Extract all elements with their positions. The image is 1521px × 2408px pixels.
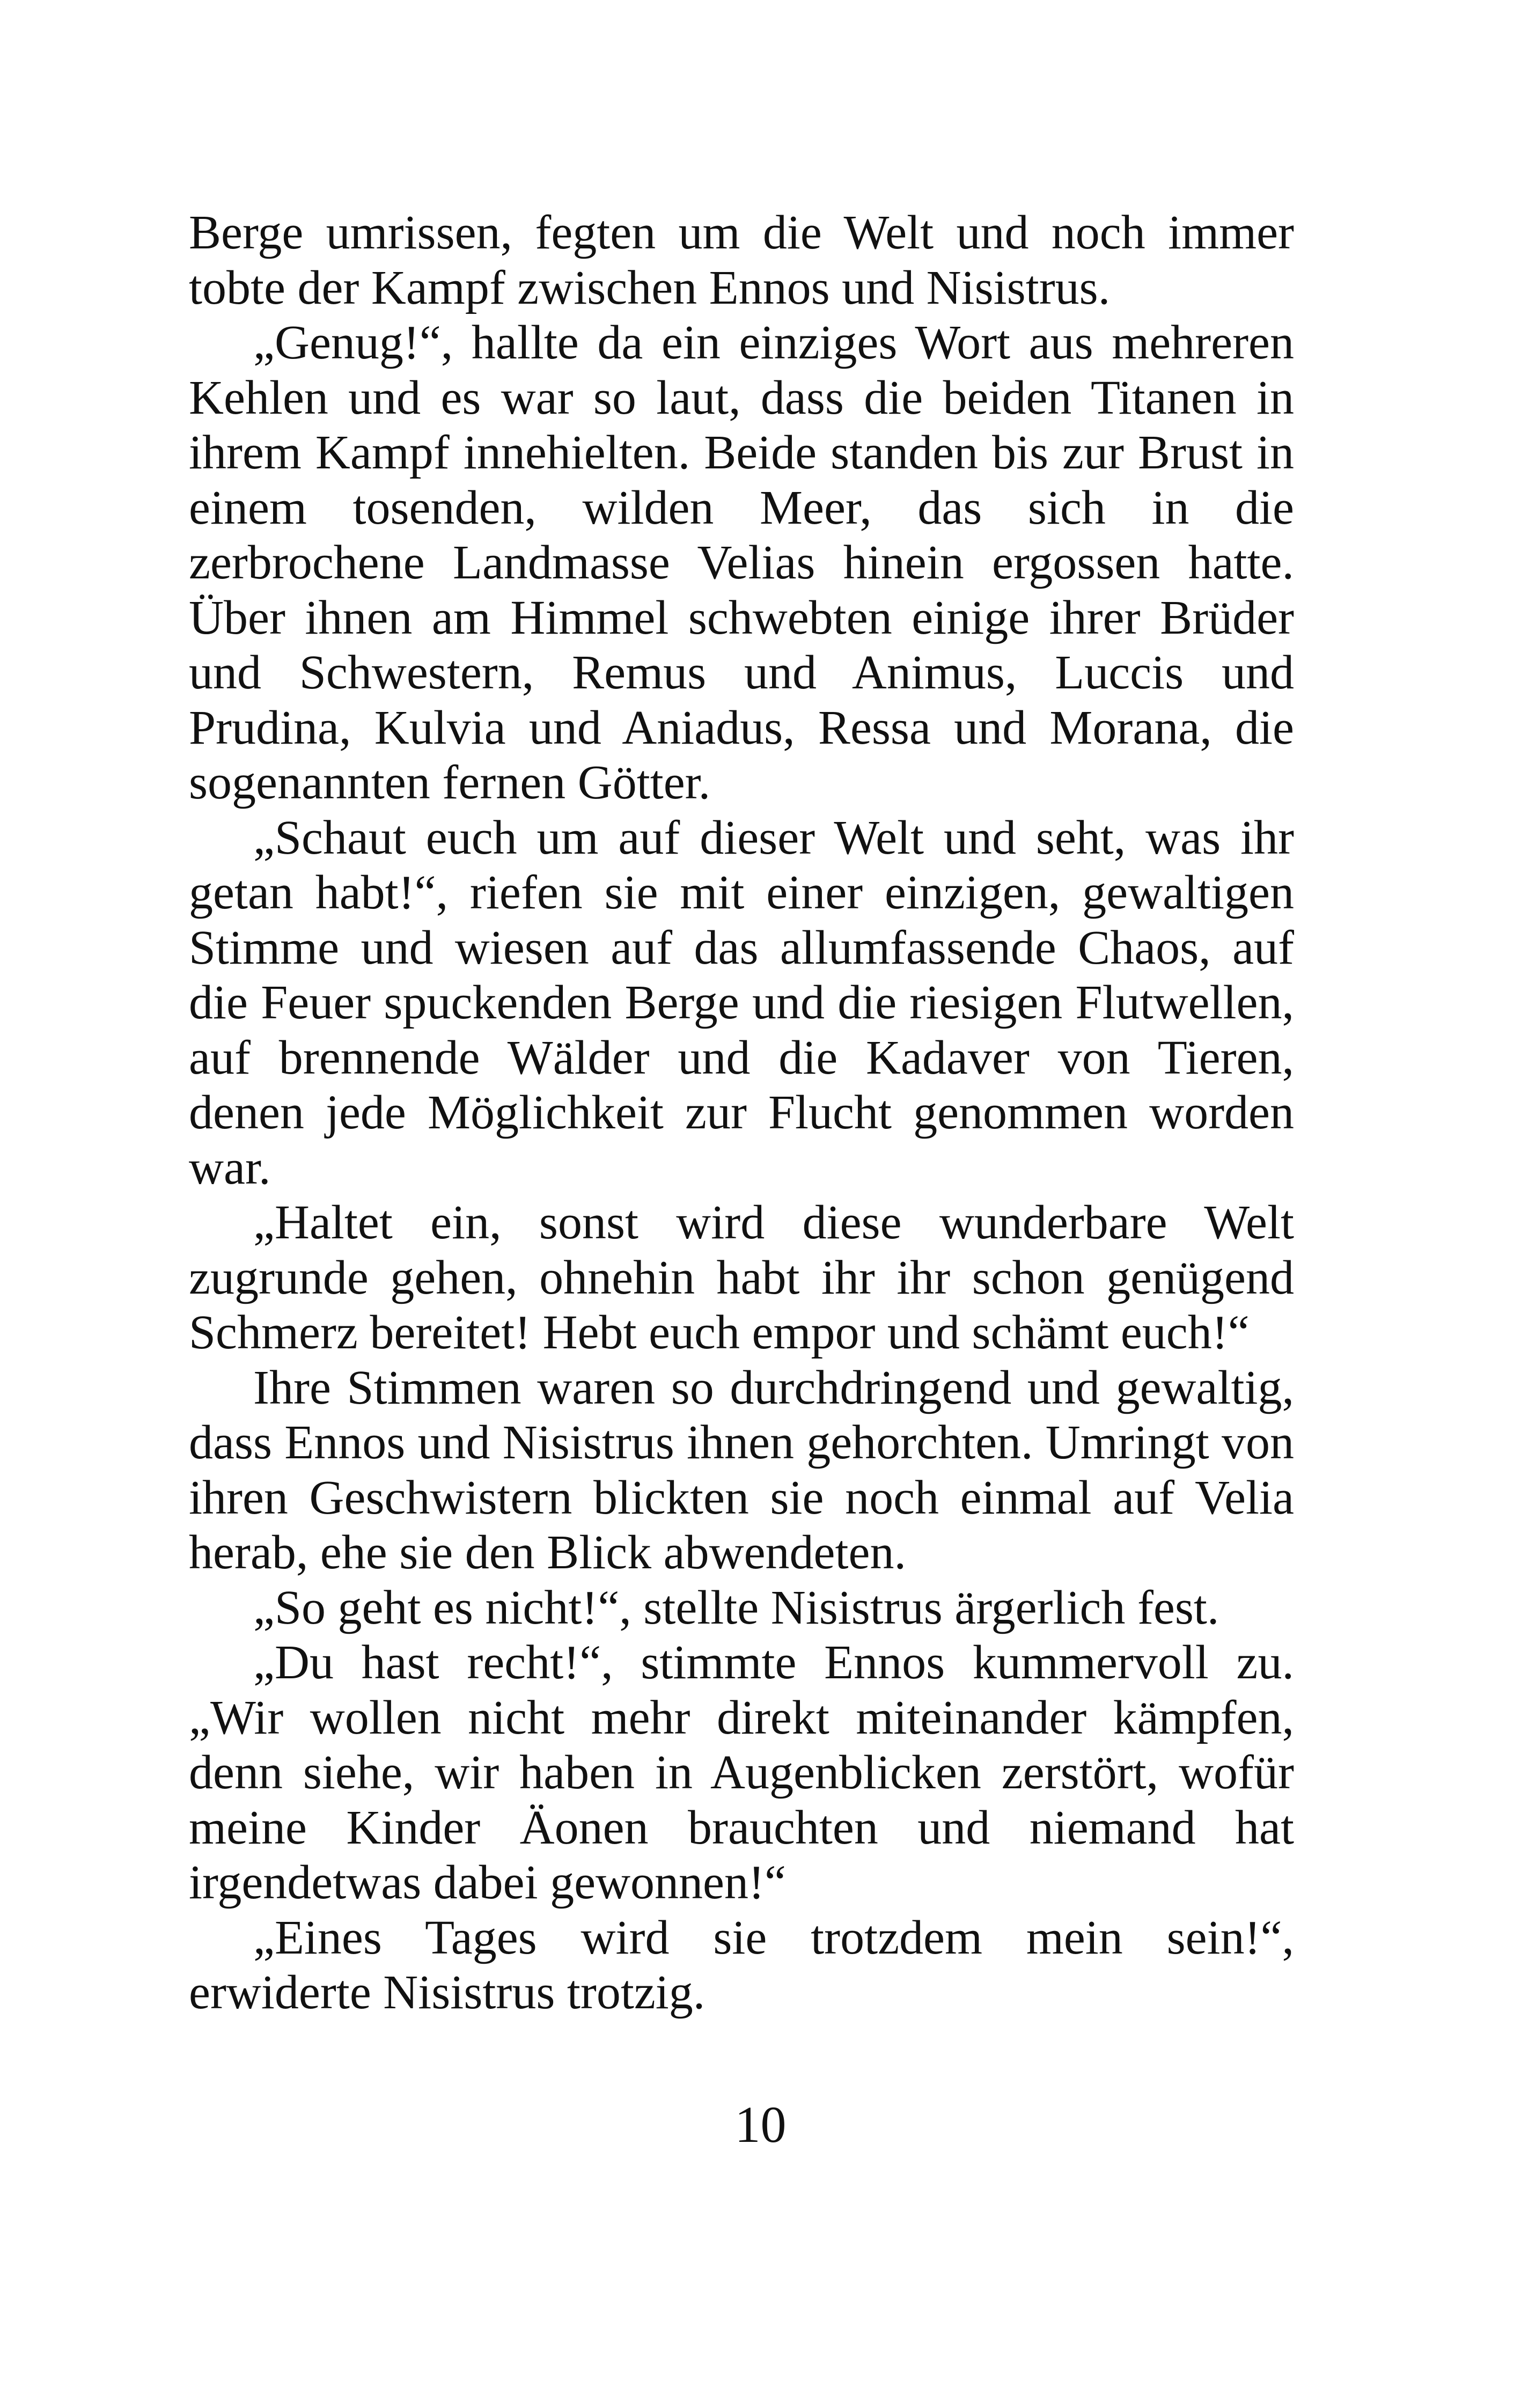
page-number: 10 [734, 2096, 787, 2153]
paragraph: „So geht es nicht!“, stellte Nisistrus ärgerlich fest. [253, 1581, 1219, 1634]
paragraph: „Eines Tages wird sie trotzdem mein sein!“, erwiderte Nisistrus trotzig. [189, 1911, 1294, 2019]
body-text [189, 205, 1294, 2021]
paragraph: „Du hast recht!“, stimmte Ennos kummervoll zu. „Wir wollen nicht mehr direkt miteinander kämpfen, denn siehe, wir haben in Augenblicken zerstört, wofür meine Kinder Äonen brauchten und niemand hat irgendetwas dabei gewonnen!“ [189, 1636, 1294, 1909]
paragraph: Ihre Stimmen waren so durchdringend und gewaltig, dass Ennos und Nisistrus ihnen gehorchten. Umringt von ihren Geschwistern blickten sie noch einmal auf Velia herab, ehe sie den Blick abwendeten. [189, 1361, 1294, 1579]
paragraph: Berge umrissen, fegten um die Welt und noch immer tobte der Kampf zwischen Ennos und Nisistrus. [189, 206, 1294, 314]
paragraph: „Haltet ein, sonst wird diese wunderbare Welt zugrunde gehen, ohnehin habt ihr ihr schon genügend Schmerz bereitet! Hebt euch empor und schämt euch!“ [189, 1196, 1294, 1359]
paragraph: „Genug!“, hallte da ein einziges Wort aus mehreren Kehlen und es war so laut, dass die beiden Titanen in ihrem Kampf innehielten. Beide standen bis zur Brust in einem tosenden, wilden Meer, das sich in die zerbrochene Landmasse Velias hinein ergossen hatte. Über ihnen am Himmel schwebten einige ihrer Brüder und Schwestern, Remus und Animus, Luccis und Prudina, Kulvia und Aniadus, Ressa und Morana, die sogenannten fernen Götter. [189, 316, 1294, 809]
paragraph: „Schaut euch um auf dieser Welt und seht, was ihr getan habt!“, riefen sie mit einer einzigen, gewaltigen Stimme und wiesen auf das allumfassende Chaos, auf die Feuer spuckenden Berge und die riesigen Flutwellen, auf brennende Wälder und die Kadaver von Tieren, denen jede Möglichkeit zur Flucht genommen worden war. [189, 811, 1294, 1194]
